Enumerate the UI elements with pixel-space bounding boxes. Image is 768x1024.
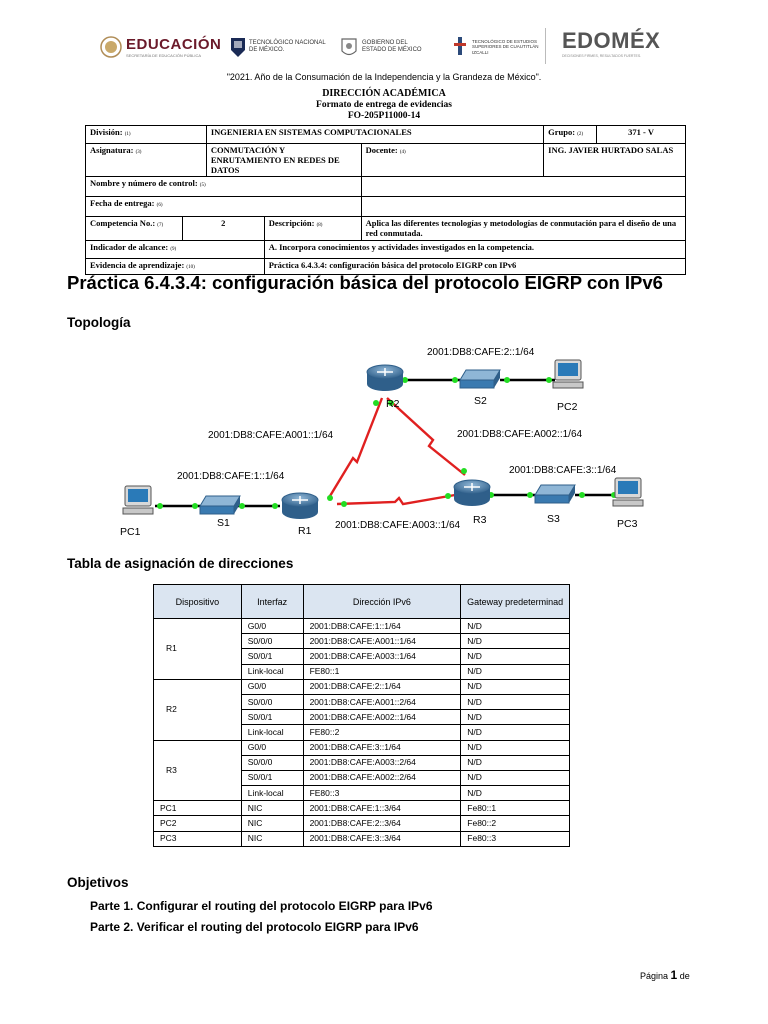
col-dispositivo: Dispositivo xyxy=(154,585,242,619)
addr-cell: 2001:DB8:CAFE:2::3/64 xyxy=(303,816,461,831)
link-r1-r2 xyxy=(330,398,382,496)
addr-cell: FE80::3 xyxy=(303,786,461,801)
gw-cell: Fe80::1 xyxy=(461,801,570,816)
network-lan3-label: 2001:DB8:CAFE:3::1/64 xyxy=(509,465,617,476)
port-dot xyxy=(373,400,379,406)
iface-cell: NIC xyxy=(241,801,303,816)
link-r1-r3 xyxy=(337,495,455,504)
tecnm-text: TECNOLÓGICO NACIONAL DE MÉXICO. xyxy=(249,40,326,53)
iface-cell: Link-local xyxy=(241,725,303,740)
asignatura-value: CONMUTACIÓN Y ENRUTAMIENTO EN REDES DE DATOS xyxy=(206,144,361,177)
addr-cell: 2001:DB8:CAFE:1::3/64 xyxy=(303,801,461,816)
iface-cell: S0/0/1 xyxy=(241,649,303,664)
descripcion-num: (8) xyxy=(316,223,323,228)
competencia-value: 2 xyxy=(182,217,264,241)
table-row xyxy=(154,801,570,816)
docente-label: Docente: xyxy=(365,145,398,155)
gw-cell: N/D xyxy=(461,725,570,740)
addr-cell: 2001:DB8:CAFE:A001::1/64 xyxy=(303,634,461,649)
docente-label-cell xyxy=(361,144,544,177)
division-label: División: xyxy=(90,127,123,137)
page-word: Página xyxy=(640,971,669,981)
docente-num: (4) xyxy=(399,150,406,155)
r1-router-icon xyxy=(282,493,318,519)
col-interfaz: Interfaz xyxy=(241,585,303,619)
network-r1r2-label: 2001:DB8:CAFE:A001::1/64 xyxy=(208,430,334,441)
educacion-logo xyxy=(100,30,221,64)
device-cell: R3 xyxy=(154,740,242,801)
indicador-label: Indicador de alcance: xyxy=(90,242,169,252)
addr-cell: 2001:DB8:CAFE:A001::2/64 xyxy=(303,694,461,709)
gw-cell: N/D xyxy=(461,740,570,755)
r1-label: R1 xyxy=(298,525,312,537)
objective-part1: Parte 1. Configurar el routing del protocolo EIGRP para IPv6 xyxy=(90,899,433,913)
r3-router-icon xyxy=(454,480,490,506)
topology-diagram xyxy=(115,338,655,540)
gw-cell: N/D xyxy=(461,619,570,634)
descripcion-label: Descripción: xyxy=(268,218,315,228)
iface-cell: S0/0/0 xyxy=(241,694,303,709)
format-code: FO-205P11000-14 xyxy=(347,111,421,121)
iface-cell: NIC xyxy=(241,831,303,846)
port-dot xyxy=(341,501,347,507)
port-dot xyxy=(327,495,333,501)
gw-cell: N/D xyxy=(461,694,570,709)
division-label-cell xyxy=(86,126,207,144)
device-cell: R1 xyxy=(154,619,242,680)
gw-cell: Fe80::3 xyxy=(461,831,570,846)
gw-cell: N/D xyxy=(461,770,570,785)
division-num: (1) xyxy=(124,132,131,137)
gw-cell: N/D xyxy=(461,755,570,770)
port-dot xyxy=(445,493,451,499)
nombre-label-cell xyxy=(86,177,362,197)
asignatura-label: Asignatura: xyxy=(90,145,134,155)
format-heading: Formato de entrega de evidencias xyxy=(316,100,452,110)
pc2-icon xyxy=(553,360,583,388)
gw-cell: N/D xyxy=(461,786,570,801)
r2-label: R2 xyxy=(386,398,400,410)
grupo-num: (2) xyxy=(577,132,584,137)
iface-cell: S0/0/0 xyxy=(241,634,303,649)
network-r2r3-label: 2001:DB8:CAFE:A002::1/64 xyxy=(457,429,583,440)
fecha-num: (6) xyxy=(156,203,163,208)
address-table-heading: Tabla de asignación de direcciones xyxy=(67,556,294,571)
table-row xyxy=(154,740,570,755)
educacion-text: EDUCACIÓN xyxy=(126,36,222,53)
nombre-num: (5) xyxy=(199,183,206,188)
descripcion-value: Aplica las diferentes tecnologías y metodologías de conmutación para el diseño de una red conmutada. xyxy=(361,217,685,241)
device-cell: R2 xyxy=(154,679,242,740)
gobierno-text: GOBIERNO DEL ESTADO DE MÉXICO xyxy=(362,40,422,53)
pc1-label: PC1 xyxy=(120,526,141,538)
addr-cell: 2001:DB8:CAFE:A003::1/64 xyxy=(303,649,461,664)
port-dot xyxy=(157,503,163,509)
motto: "2021. Año de la Consumación de la Independencia y la Grandeza de México". xyxy=(226,72,542,82)
division-value: INGENIERIA EN SISTEMAS COMPUTACIONALES xyxy=(206,126,543,144)
iface-cell: NIC xyxy=(241,816,303,831)
gw-cell: N/D xyxy=(461,710,570,725)
addr-cell: FE80::1 xyxy=(303,664,461,679)
page-footer xyxy=(640,968,690,982)
addr-cell: FE80::2 xyxy=(303,725,461,740)
col-direccion: Dirección IPv6 xyxy=(303,585,461,619)
network-lan2-label: 2001:DB8:CAFE:2::1/64 xyxy=(427,347,535,358)
competencia-label: Competencia No.: xyxy=(90,218,156,228)
iface-cell: S0/0/0 xyxy=(241,755,303,770)
evidencia-num: (10) xyxy=(186,265,195,270)
indicador-value: A. Incorpora conocimientos y actividades investigados en la competencia. xyxy=(264,241,685,259)
asignatura-label-cell xyxy=(86,144,207,177)
port-dot xyxy=(546,377,552,383)
edomex-logo xyxy=(562,28,660,62)
iface-cell: S0/0/1 xyxy=(241,710,303,725)
iface-cell: G0/0 xyxy=(241,619,303,634)
gw-cell: N/D xyxy=(461,649,570,664)
address-table xyxy=(153,584,570,847)
fecha-label-cell xyxy=(86,197,362,217)
iface-cell: Link-local xyxy=(241,664,303,679)
objective-part2: Parte 2. Verificar el routing del protocolo EIGRP para IPv6 xyxy=(90,920,419,934)
port-dot xyxy=(461,468,467,474)
device-cell: PC3 xyxy=(154,831,242,846)
educacion-seal-icon xyxy=(100,36,122,58)
gobierno-logo xyxy=(340,30,432,64)
s2-switch-icon xyxy=(460,370,500,388)
iface-cell: G0/0 xyxy=(241,679,303,694)
port-dot xyxy=(579,492,585,498)
network-r1r3-label: 2001:DB8:CAFE:A003::1/64 xyxy=(335,520,461,531)
addr-cell: 2001:DB8:CAFE:3::3/64 xyxy=(303,831,461,846)
gw-cell: N/D xyxy=(461,634,570,649)
port-dot xyxy=(452,377,458,383)
col-gateway: Gateway predeterminad xyxy=(461,585,570,619)
page-of-word: de xyxy=(679,971,690,981)
table-row xyxy=(154,679,570,694)
port-dot xyxy=(504,377,510,383)
evidencia-value: Práctica 6.4.3.4: configuración básica del protocolo EIGRP con IPv6 xyxy=(264,259,685,275)
pc3-label: PC3 xyxy=(617,518,638,530)
nombre-label: Nombre y número de control: xyxy=(90,178,198,188)
grupo-value: 371 - V xyxy=(597,126,686,144)
device-cell: PC2 xyxy=(154,816,242,831)
indicador-num: (9) xyxy=(170,247,177,252)
s3-label: S3 xyxy=(547,513,560,525)
gw-cell: Fe80::2 xyxy=(461,816,570,831)
gobierno-crest-icon xyxy=(340,36,358,58)
edomex-text: EDOMÉX xyxy=(562,28,661,53)
indicador-label-cell xyxy=(86,241,265,259)
pc2-label: PC2 xyxy=(557,401,578,413)
r3-label: R3 xyxy=(473,514,487,526)
asignatura-num: (3) xyxy=(135,150,142,155)
grupo-label: Grupo: xyxy=(548,127,576,137)
grupo-label-cell xyxy=(544,126,597,144)
iface-cell: S0/0/1 xyxy=(241,770,303,785)
addr-cell: 2001:DB8:CAFE:2::1/64 xyxy=(303,679,461,694)
s1-switch-icon xyxy=(200,496,240,514)
docente-value: ING. JAVIER HURTADO SALAS xyxy=(544,144,686,177)
evidencia-label: Evidencia de aprendizaje: xyxy=(90,260,185,270)
competencia-num: (7) xyxy=(157,223,164,228)
tesc-text: TECNOLÓGICO DE ESTUDIOS SUPERIORES DE CUAUTITLÁN IZCALLI xyxy=(472,38,539,55)
port-dot xyxy=(272,503,278,509)
addr-cell: 2001:DB8:CAFE:A002::2/64 xyxy=(303,770,461,785)
educacion-subtext: SECRETARÍA DE EDUCACIÓN PÚBLICA xyxy=(126,53,202,58)
iface-cell: Link-local xyxy=(241,786,303,801)
tecnm-logo xyxy=(230,30,329,64)
topology-heading: Topología xyxy=(67,315,131,330)
fecha-value xyxy=(361,197,685,217)
objectives-heading: Objetivos xyxy=(67,875,129,890)
tesc-emblem-icon xyxy=(452,35,468,59)
gw-cell: N/D xyxy=(461,679,570,694)
port-dot xyxy=(192,503,198,509)
addr-cell: 2001:DB8:CAFE:3::1/64 xyxy=(303,740,461,755)
network-lan1-label: 2001:DB8:CAFE:1::1/64 xyxy=(177,471,285,482)
edomex-subtext: DECISIONES FIRMES, RESULTADOS FUERTES. xyxy=(562,54,642,58)
iface-cell: G0/0 xyxy=(241,740,303,755)
pc3-icon xyxy=(613,478,643,506)
addr-cell: 2001:DB8:CAFE:A002::1/64 xyxy=(303,710,461,725)
table-row xyxy=(154,816,570,831)
evidence-form-table xyxy=(85,125,686,275)
logo-divider xyxy=(545,28,546,64)
device-cell: PC1 xyxy=(154,801,242,816)
nombre-value xyxy=(361,177,685,197)
gw-cell: N/D xyxy=(461,664,570,679)
direction-heading: DIRECCIÓN ACADÉMICA xyxy=(322,88,446,99)
descripcion-label-cell xyxy=(264,217,361,241)
competencia-label-cell xyxy=(86,217,183,241)
tesc-logo xyxy=(452,30,540,64)
table-row xyxy=(154,619,570,634)
addr-cell: 2001:DB8:CAFE:1::1/64 xyxy=(303,619,461,634)
practice-title: Práctica 6.4.3.4: configuración básica del protocolo EIGRP con IPv6 xyxy=(67,272,663,293)
table-row xyxy=(154,831,570,846)
port-dot xyxy=(527,492,533,498)
s1-label: S1 xyxy=(217,517,230,529)
fecha-label: Fecha de entrega: xyxy=(90,198,155,208)
s2-label: S2 xyxy=(474,395,487,407)
tecnm-shield-icon xyxy=(230,36,246,58)
addr-cell: 2001:DB8:CAFE:A003::2/64 xyxy=(303,755,461,770)
pc1-icon xyxy=(123,486,153,514)
s3-switch-icon xyxy=(535,485,575,503)
serial-links xyxy=(330,398,465,504)
r2-router-icon xyxy=(367,365,403,391)
page-number: 1 xyxy=(670,968,678,982)
